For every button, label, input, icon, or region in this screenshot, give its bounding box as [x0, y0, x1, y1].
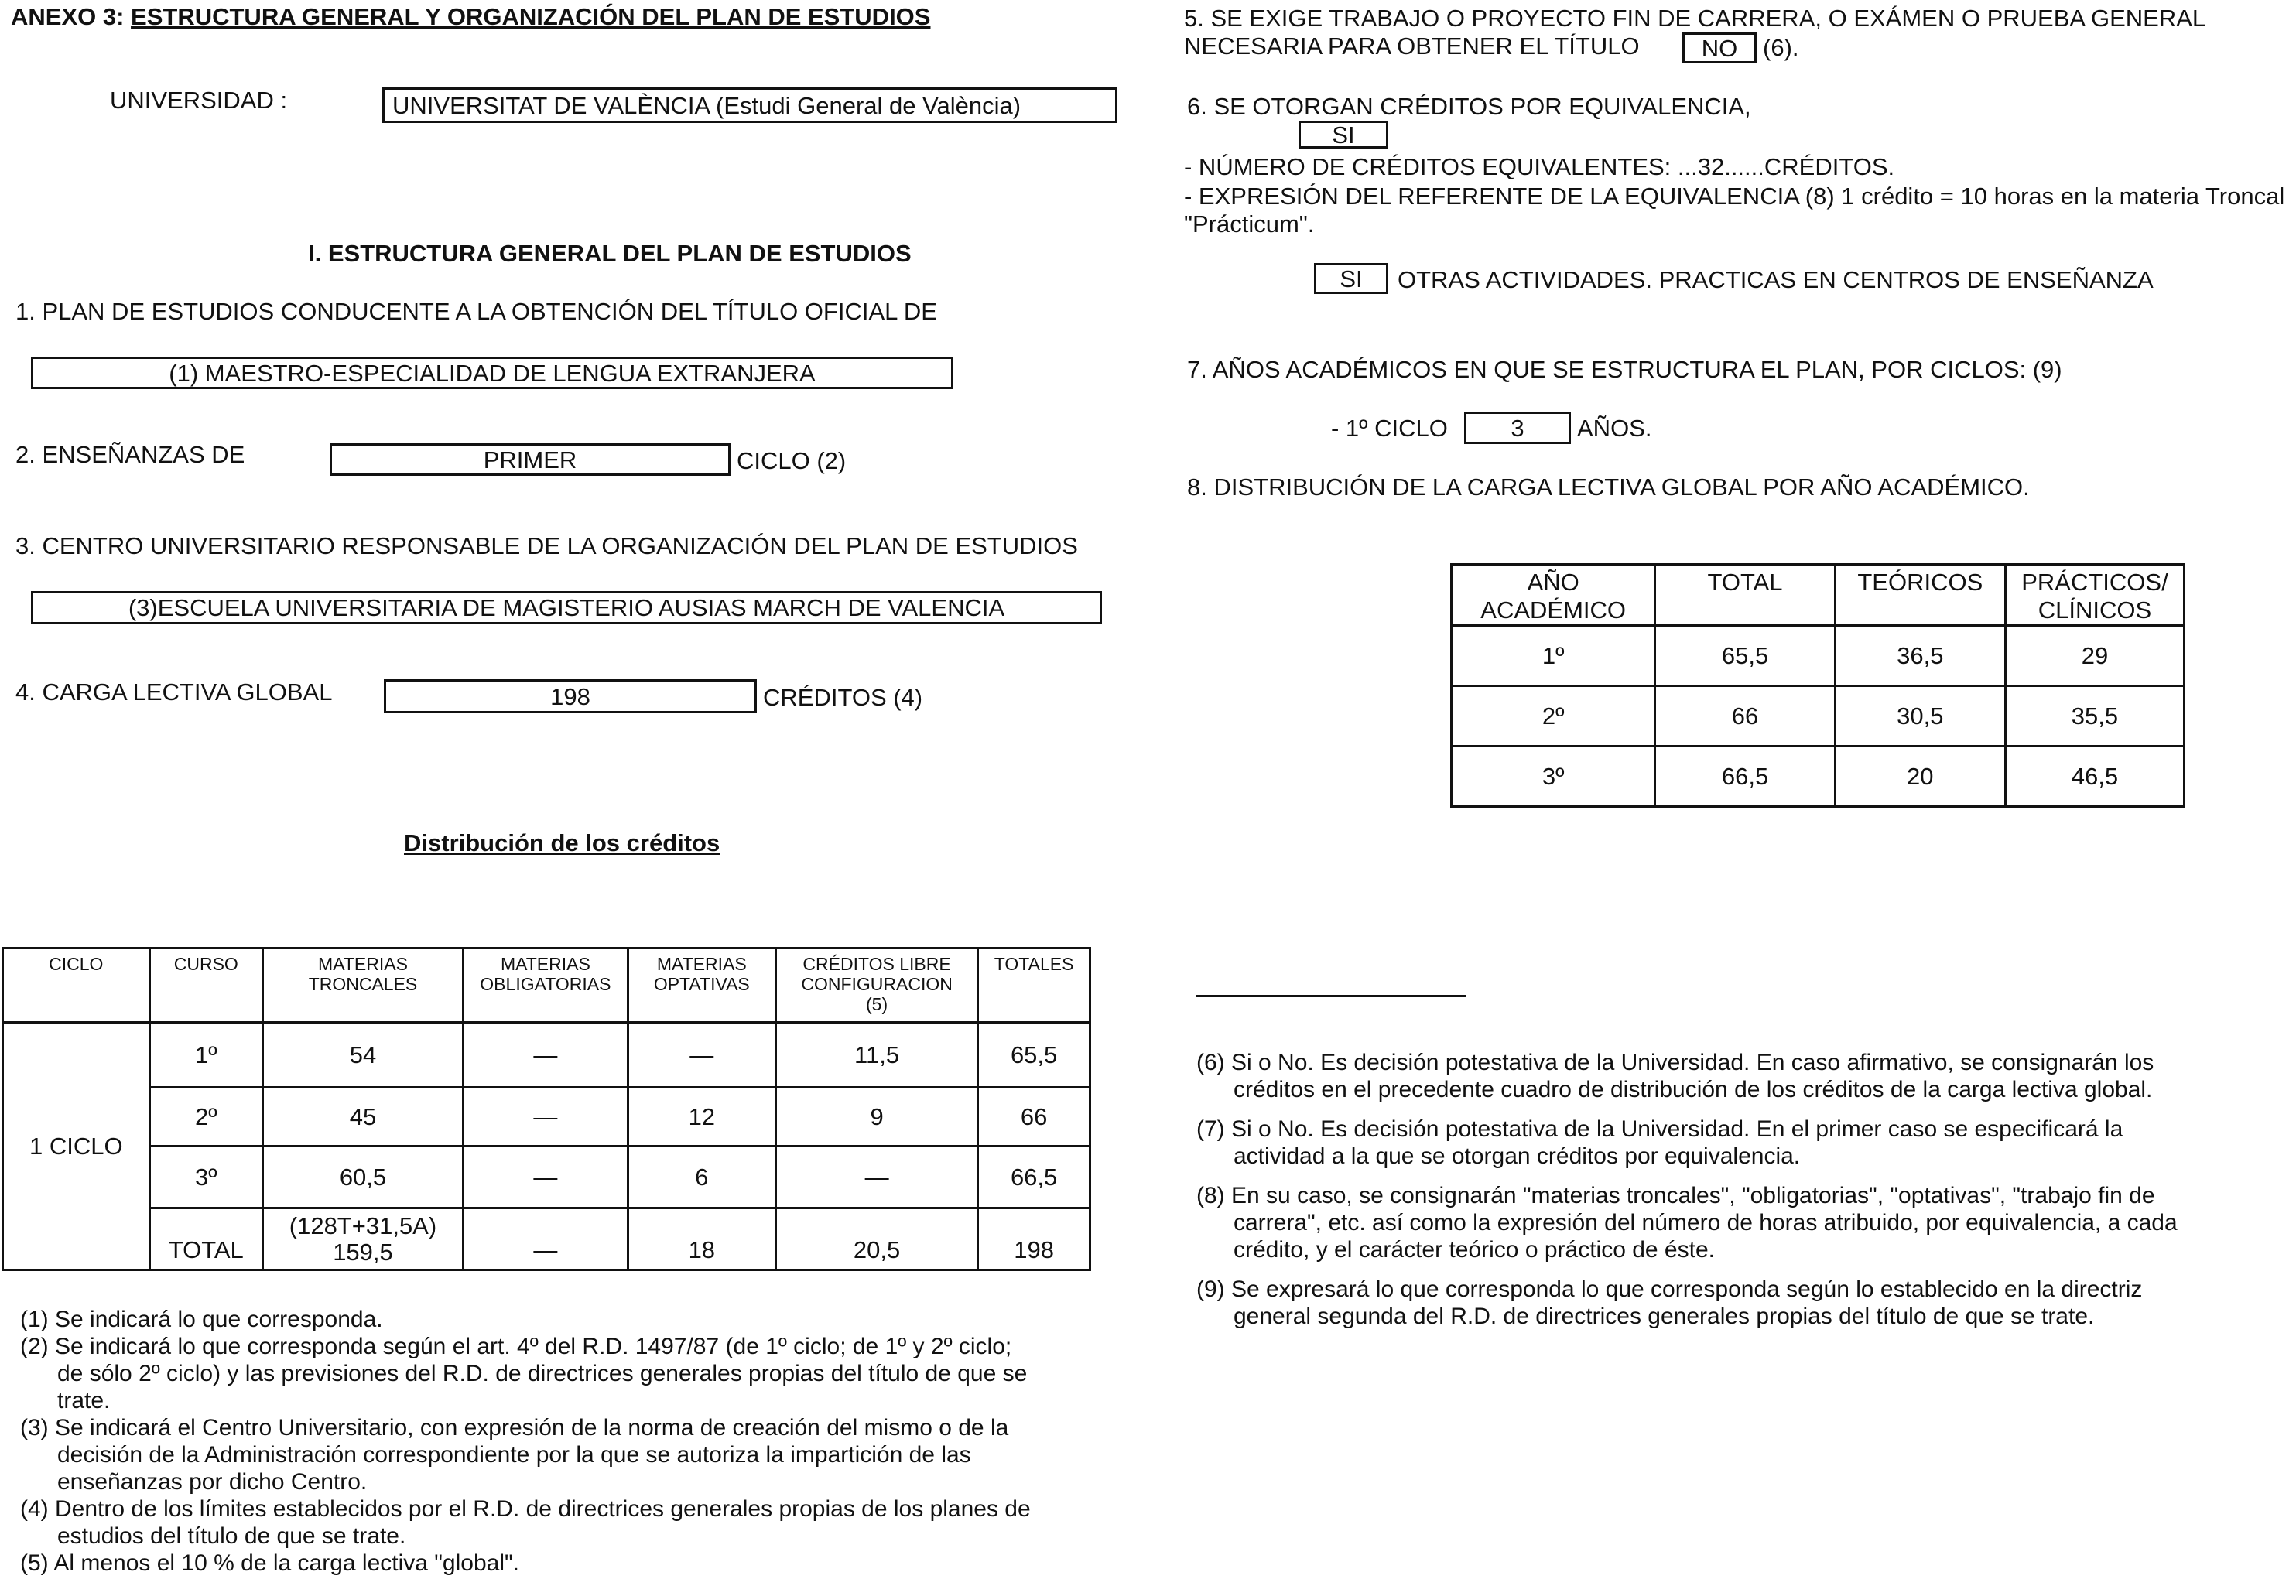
footnote-3: (3) Se indicará el Centro Universitario, con expresión de la norma de creación del mismo o de la decisión de la Administración correspondiente por la que se autoriza la impartición de las enseñanzas por dicho Centro.	[20, 1415, 1009, 1495]
otras-label: OTRAS ACTIVIDADES. PRACTICAS EN CENTROS DE ENSEÑANZA	[1398, 266, 2154, 293]
libre-total-cell: 20,5	[775, 1208, 977, 1270]
header-troncales: MATERIAS TRONCALES	[262, 948, 463, 1023]
optativas-cell: 12	[628, 1088, 775, 1147]
table-row	[1452, 747, 2185, 807]
item5-value: NO	[1701, 34, 1738, 62]
header-optativas: MATERIAS OPTATIVAS	[628, 948, 775, 1023]
totales-total-cell: 198	[978, 1208, 1090, 1270]
item7-suffix: AÑOS.	[1577, 415, 1652, 442]
obligatorias-cell: —	[464, 1023, 628, 1088]
item2-field	[330, 443, 731, 476]
footnote-4: (4) Dentro de los límites establecidos por el R.D. de directrices generales propias de los planes de estudios del título de que se trate.	[20, 1496, 1031, 1549]
university-label: UNIVERSIDAD :	[110, 87, 288, 114]
optativas-total-cell: 18	[628, 1208, 775, 1270]
item5-line2: NECESARIA PARA OBTENER EL TÍTULO	[1184, 32, 1640, 60]
practicos-cell: 46,5	[2005, 747, 2184, 807]
footnotes-left	[20, 1306, 1031, 1577]
table-row	[1452, 626, 2185, 686]
header-ano: AÑO ACADÉMICO	[1452, 565, 1655, 626]
footnote-1: (1) Se indicará lo que corresponda.	[20, 1307, 383, 1332]
otras-field	[1314, 263, 1388, 294]
obligatorias-total-cell: —	[464, 1208, 628, 1270]
header-teoricos: TEÓRICOS	[1835, 565, 2005, 626]
teoricos-cell: 20	[1835, 747, 2005, 807]
item5-line1: 5. SE EXIGE TRABAJO O PROYECTO FIN DE CARRERA, O EXÁMEN O PRUEBA GENERAL	[1184, 5, 2206, 32]
table-total-row	[3, 1208, 1090, 1270]
item1-field	[31, 357, 953, 389]
item7-ciclo-label: - 1º CICLO	[1331, 415, 1448, 442]
header-ciclo: CICLO	[3, 948, 150, 1023]
university-field	[382, 87, 1117, 123]
item4-suffix: CRÉDITOS (4)	[763, 684, 923, 711]
table-header-row	[1452, 565, 2185, 626]
header-curso: CURSO	[149, 948, 262, 1023]
item6-label: 6. SE OTORGAN CRÉDITOS POR EQUIVALENCIA,	[1187, 93, 1751, 120]
teoricos-cell: 36,5	[1835, 626, 2005, 686]
header-practicos: PRÁCTICOS/ CLÍNICOS	[2005, 565, 2184, 626]
libre-cell: 11,5	[775, 1023, 977, 1088]
ano-cell: 1º	[1452, 626, 1655, 686]
troncales-cell: 54	[262, 1023, 463, 1088]
annex-prefix: ANEXO 3:	[11, 3, 125, 30]
troncales-total-cell: (128T+31,5A) 159,5	[262, 1208, 463, 1270]
curso-cell: 1º	[149, 1023, 262, 1088]
item1-value: (1) MAESTRO-ESPECIALIDAD DE LENGUA EXTRANJERA	[169, 359, 816, 387]
distribution-title: Distribución de los créditos	[404, 829, 720, 856]
item4-field	[384, 679, 757, 713]
ano-cell: 2º	[1452, 686, 1655, 747]
total-cell: 66	[1655, 686, 1835, 747]
item7-label: 7. AÑOS ACADÉMICOS EN QUE SE ESTRUCTURA EL PLAN, POR CICLOS: (9)	[1187, 356, 2062, 383]
footnote-9: (9) Se expresará lo que corresponda lo que corresponda según lo establecido en la directriz general segunda del R.D. de directrices generales propias del título de que se trate.	[1196, 1276, 2143, 1329]
section-title: I. ESTRUCTURA GENERAL DEL PLAN DE ESTUDIOS	[308, 240, 912, 267]
libre-cell: —	[775, 1147, 977, 1208]
item7-value: 3	[1511, 414, 1524, 442]
header-obligatorias: MATERIAS OBLIGATORIAS	[464, 948, 628, 1023]
item8-label: 8. DISTRIBUCIÓN DE LA CARGA LECTIVA GLOBAL POR AÑO ACADÉMICO.	[1187, 473, 2030, 501]
totales-cell: 65,5	[978, 1023, 1090, 1088]
item2-label: 2. ENSEÑANZAS DE	[15, 441, 245, 468]
footnote-separator	[1196, 995, 1466, 997]
item6-field	[1299, 121, 1388, 149]
obligatorias-cell: —	[464, 1088, 628, 1147]
item3-field	[31, 591, 1102, 624]
ciclo-cell: 1 CICLO	[3, 1023, 150, 1270]
troncales-cell: 60,5	[262, 1147, 463, 1208]
table-row	[3, 1023, 1090, 1088]
table-row	[3, 1147, 1090, 1208]
ano-cell: 3º	[1452, 747, 1655, 807]
curso-cell: 3º	[149, 1147, 262, 1208]
footnote-6: (6) Si o No. Es decisión potestativa de la Universidad. En caso afirmativo, se consignarán los créditos en el precedente cuadro de distribución de los créditos de la carga lectiva global.	[1196, 1050, 2154, 1102]
credits-distribution-table	[2, 947, 1091, 1271]
practicos-cell: 29	[2005, 626, 2184, 686]
total-cell: 66,5	[1655, 747, 1835, 807]
item4-label: 4. CARGA LECTIVA GLOBAL	[15, 678, 333, 706]
teoricos-cell: 30,5	[1835, 686, 2005, 747]
footnote-5: (5) Al menos el 10 % de la carga lectiva "global".	[20, 1550, 519, 1576]
table-row	[1452, 686, 2185, 747]
footnote-8: (8) En su caso, se consignarán "materias troncales", "obligatorias", "optativas", "trabajo fin de carrera", etc. así como la expresión del número de horas atribuido, por equivalencia, a cada crédito, y el carácter teórico o práctico de éste.	[1196, 1183, 2178, 1263]
item2-value: PRIMER	[483, 446, 577, 473]
annex-heading	[11, 3, 930, 31]
header-libre: CRÉDITOS LIBRE CONFIGURACION (5)	[775, 948, 977, 1023]
university-value: UNIVERSITAT DE VALÈNCIA (Estudi General de València)	[392, 91, 1021, 119]
item7-field	[1464, 412, 1571, 444]
footnotes-right	[1196, 1049, 2178, 1330]
table-header-row	[3, 948, 1090, 1023]
item6-value: SI	[1332, 121, 1355, 149]
annex-title: ESTRUCTURA GENERAL Y ORGANIZACIÓN DEL PLAN DE ESTUDIOS	[131, 3, 931, 30]
troncales-cell: 45	[262, 1088, 463, 1147]
item4-value: 198	[550, 682, 590, 710]
item3-label: 3. CENTRO UNIVERSITARIO RESPONSABLE DE LA ORGANIZACIÓN DEL PLAN DE ESTUDIOS	[15, 532, 1078, 559]
academic-year-table	[1450, 563, 2185, 808]
footnote-2: (2) Se indicará lo que corresponda según el art. 4º del R.D. 1497/87 (de 1º ciclo; de 1º y 2º ciclo; de sólo 2º ciclo) y las previsiones del R.D. de directrices generales propias del título de que se trate.	[20, 1334, 1028, 1413]
obligatorias-cell: —	[464, 1147, 628, 1208]
item5-field	[1682, 32, 1757, 63]
item2-suffix: CICLO (2)	[737, 447, 847, 474]
item6-num-creditos: - NÚMERO DE CRÉDITOS EQUIVALENTES: ...32......CRÉDITOS.	[1184, 153, 1895, 180]
optativas-cell: 6	[628, 1147, 775, 1208]
item1-label: 1. PLAN DE ESTUDIOS CONDUCENTE A LA OBTENCIÓN DEL TÍTULO OFICIAL DE	[15, 298, 937, 325]
practicos-cell: 35,5	[2005, 686, 2184, 747]
totales-cell: 66	[978, 1088, 1090, 1147]
curso-total-cell: TOTAL	[149, 1208, 262, 1270]
curso-cell: 2º	[149, 1088, 262, 1147]
total-cell: 65,5	[1655, 626, 1835, 686]
table-row	[3, 1088, 1090, 1147]
libre-cell: 9	[775, 1088, 977, 1147]
header-totales: TOTALES	[978, 948, 1090, 1023]
item5-suffix: (6).	[1763, 34, 1799, 61]
item6-referente-1: - EXPRESIÓN DEL REFERENTE DE LA EQUIVALENCIA (8) 1 crédito = 10 horas en la materia Troncal	[1184, 183, 2285, 210]
item3-value: (3)ESCUELA UNIVERSITARIA DE MAGISTERIO AUSIAS MARCH DE VALENCIA	[128, 594, 1005, 621]
optativas-cell: —	[628, 1023, 775, 1088]
otras-value: SI	[1340, 265, 1363, 292]
footnote-7: (7) Si o No. Es decisión potestativa de la Universidad. En el primer caso se especificará la actividad a la que se otorgan créditos por equivalencia.	[1196, 1116, 2123, 1169]
header-total: TOTAL	[1655, 565, 1835, 626]
totales-cell: 66,5	[978, 1147, 1090, 1208]
item6-referente-2: "Prácticum".	[1184, 210, 1315, 238]
